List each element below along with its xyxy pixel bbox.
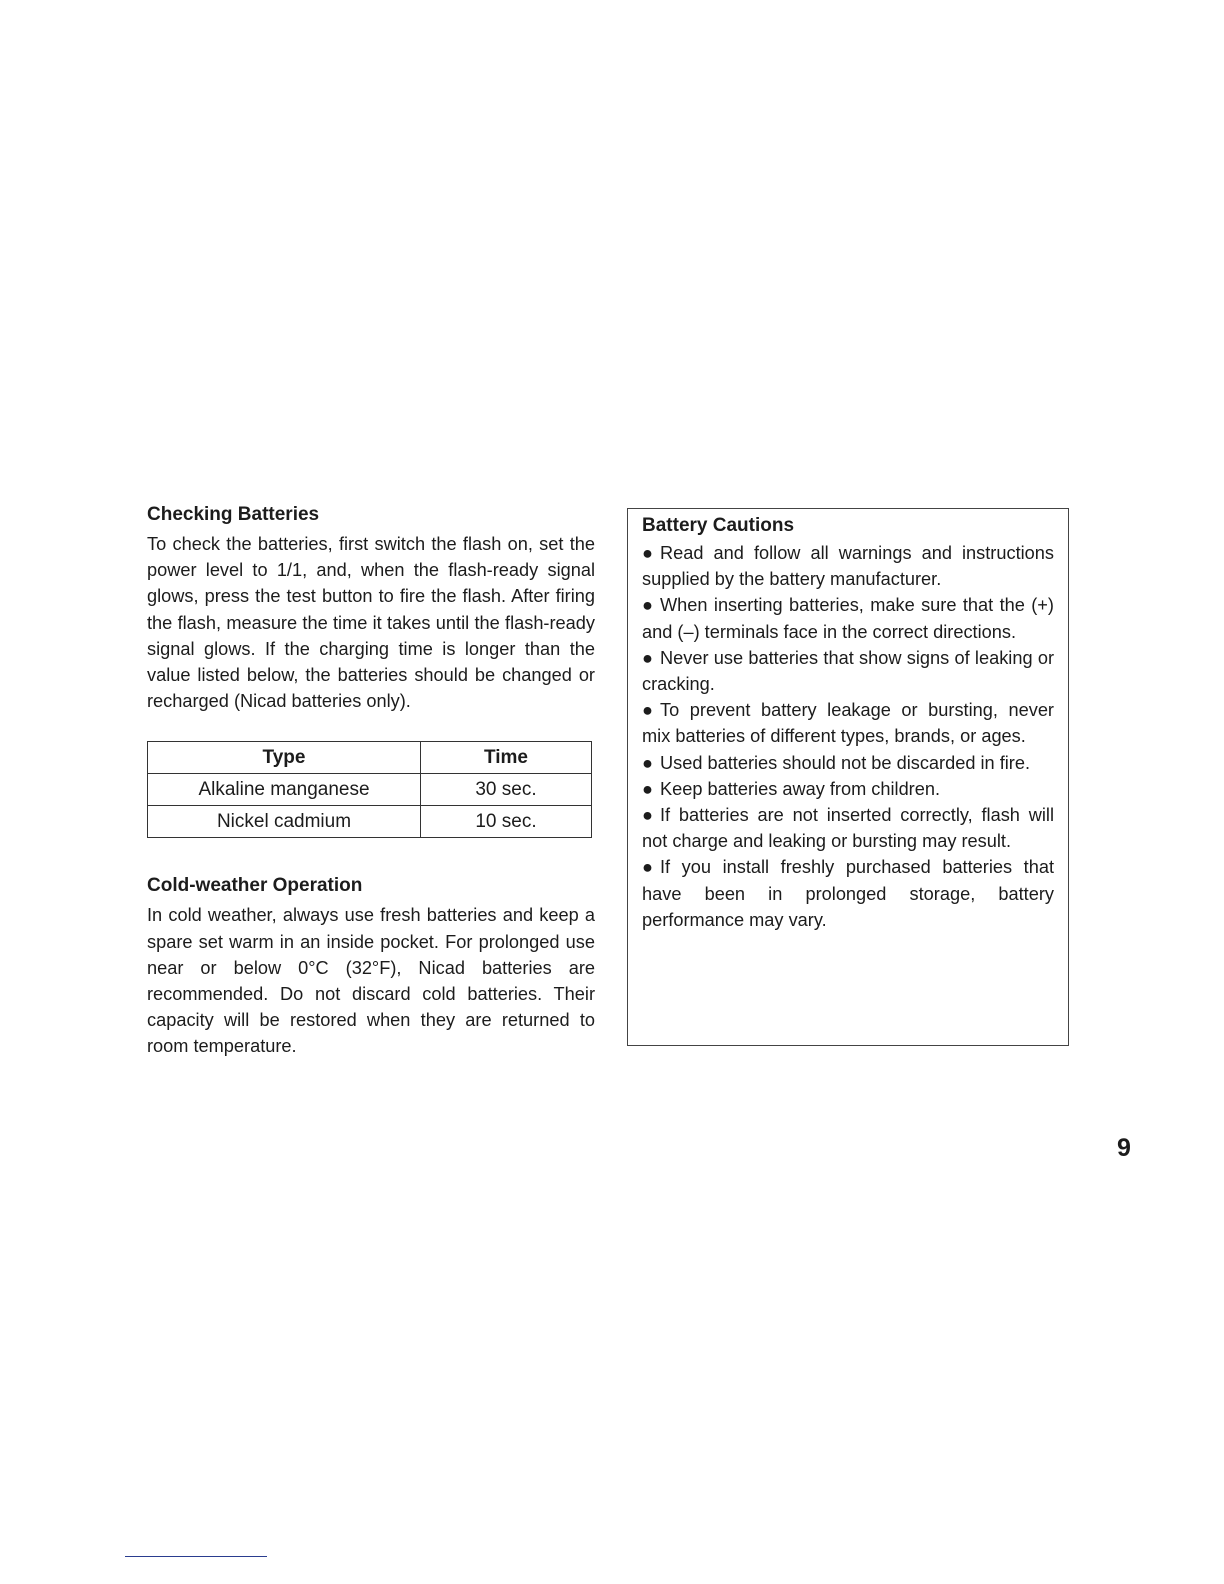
table-cell-type: Nickel cadmium	[148, 806, 421, 838]
table-cell-time: 10 sec.	[421, 806, 592, 838]
caution-text: Read and follow all warnings and instructions supplied by the battery manufacturer.	[642, 543, 1054, 590]
bullet-icon: ●	[642, 805, 653, 826]
caution-text: To prevent battery leakage or bursting, never mix batteries of different types, brands, or ages.	[642, 700, 1054, 747]
caution-list	[642, 540, 1054, 933]
caution-text: Used batteries should not be discarded in fire.	[660, 752, 1031, 773]
bullet-icon: ●	[642, 543, 653, 563]
caution-text: Never use batteries that show signs of leaking or cracking.	[642, 647, 1054, 695]
cold-weather-section	[147, 874, 595, 1059]
battery-cautions-heading: Battery Cautions	[642, 515, 795, 536]
cold-weather-body: In cold weather, always use fresh batteries and keep a spare set warm in an inside pocket. For prolonged use near or below 0°C (32°F), Nicad batteries are recommended. Do not discard cold batteries. Their capacity will be restored when they are returned to room temperature.	[147, 905, 595, 1057]
checking-batteries-body: To check the batteries, first switch the flash on, set the power level to 1/1, and, when the flash-ready signal glows, press the test button to fire the flash. After firing the flash, measure the time it takes until the flash-ready signal glows. If the charging time is longer than the value listed below, the batteries should be changed or recharged (Nicad batteries only).	[147, 534, 595, 712]
battery-cautions-box	[627, 508, 1069, 1046]
caution-text: If batteries are not inserted correctly, flash will not charge and leaking or bursting may result.	[642, 805, 1054, 852]
table-header-time: Time	[421, 742, 592, 774]
table-header-row	[148, 742, 592, 774]
list-item	[642, 750, 1054, 776]
bullet-icon: ●	[642, 700, 653, 721]
caution-text: When inserting batteries, make sure that the (+) and (–) terminals face in the correct directions.	[642, 595, 1054, 642]
list-item	[642, 592, 1054, 644]
list-item	[642, 776, 1054, 802]
caution-text: If you install freshly purchased batteries that have been in prolonged storage, battery performance may vary.	[642, 857, 1054, 930]
checking-batteries-heading: Checking Batteries	[147, 504, 320, 525]
bullet-icon: ●	[642, 778, 653, 799]
table-header-type: Type	[148, 742, 421, 774]
page-number: 9	[1117, 1134, 1131, 1162]
list-item	[642, 854, 1054, 933]
cold-weather-heading: Cold-weather Operation	[147, 875, 363, 897]
list-item	[642, 802, 1054, 854]
charging-time-table	[147, 741, 592, 838]
table-row	[148, 774, 592, 806]
checking-batteries-section	[147, 503, 595, 714]
left-column	[147, 503, 595, 1060]
table-row	[148, 806, 592, 838]
bullet-icon: ●	[642, 752, 653, 773]
bullet-icon: ●	[642, 647, 653, 668]
footnote-divider	[125, 1556, 267, 1557]
caution-text: Keep batteries away from children.	[660, 778, 941, 799]
bullet-icon: ●	[642, 595, 653, 616]
list-item	[642, 697, 1054, 749]
bullet-icon: ●	[642, 857, 653, 878]
table-cell-time: 30 sec.	[421, 774, 592, 806]
list-item	[642, 540, 1054, 592]
list-item	[642, 645, 1054, 697]
table-cell-type: Alkaline manganese	[148, 774, 421, 806]
